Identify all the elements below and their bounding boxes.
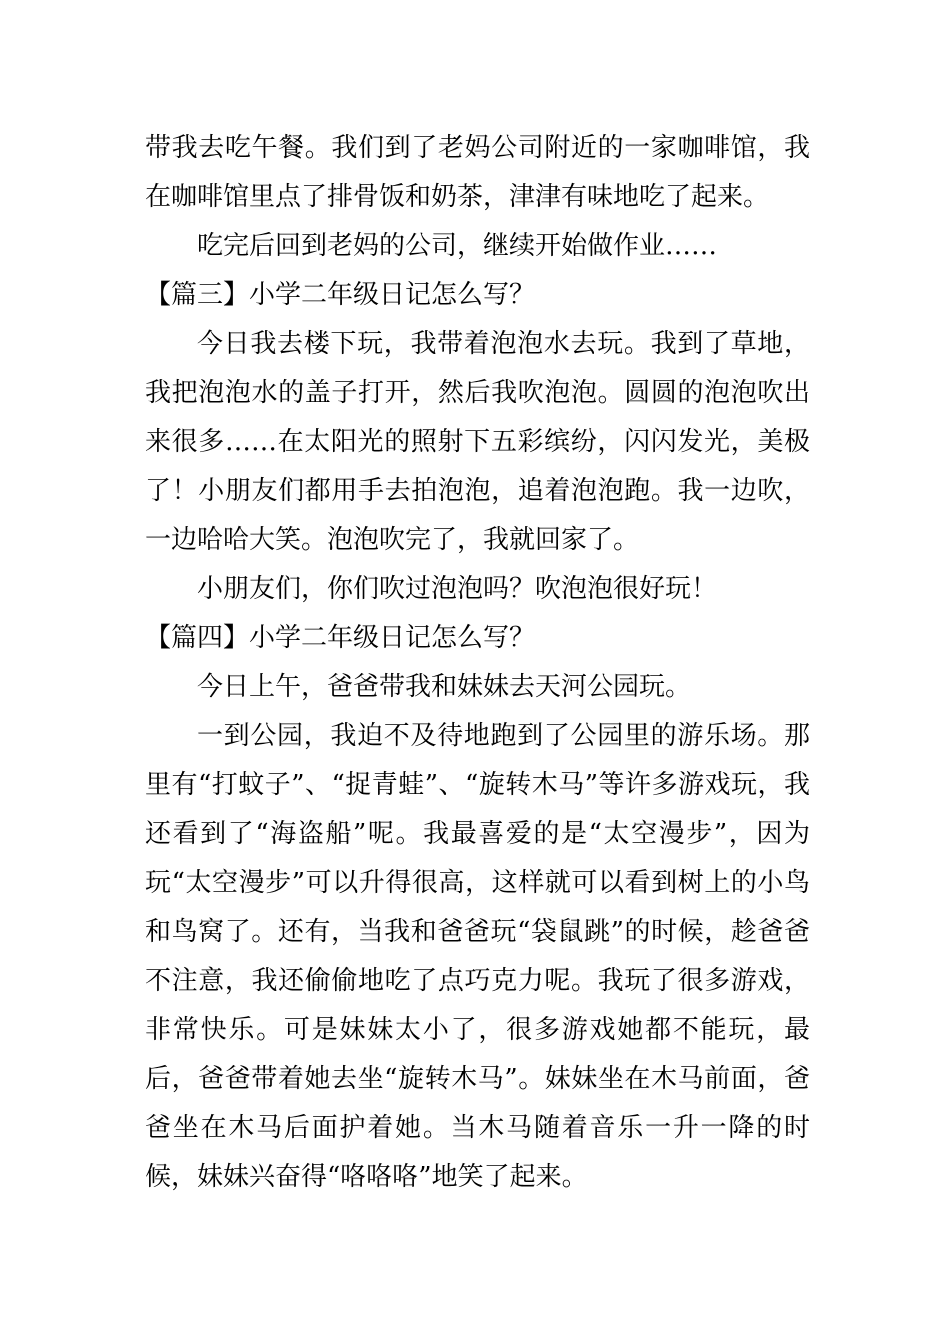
paragraph-lunch-continued: 带我去吃午餐。我们到了老妈公司附近的一家咖啡馆，我在咖啡馆里点了排骨饭和奶茶，津津有味地吃了起来。 [145, 133, 810, 212]
paragraph-playground: 一到公园，我迫不及待地跑到了公园里的游乐场。那里有“打蚊子”、“捉青蛙”、“旋转木马”等许多游戏玩，我还看到了“海盗船”呢。我最喜爱的是“太空漫步”，因为玩“太空漫步”可以升得很高，这样就可以看到树上的小鸟和鸟窝了。还有，当我和爸爸玩“袋鼠跳”的时候，趁爸爸不注意，我还偷偷地吃了点巧克力呢。我玩了很多游戏，非常快乐。可是妹妹太小了，很多游戏她都不能玩，最后，爸爸带着她去坐“旋转木马”。妹妹坐在木马前面，爸爸坐在木马后面护着她。当木马随着音乐一升一降的时候，妹妹兴奋得“咯咯咯”地笑了起来。 [145, 721, 810, 1192]
paragraph-bubbles-question: 小朋友们，你们吹过泡泡吗？吹泡泡很好玩！ [197, 574, 718, 604]
paragraph-bubbles: 今日我去楼下玩，我带着泡泡水去玩。我到了草地，我把泡泡水的盖子打开，然后我吹泡泡。圆圆的泡泡吹出来很多……在太阳光的照射下五彩缤纷，闪闪发光，美极了！小朋友们都用手去拍泡泡，追着泡泡跑。我一边吹，一边哈哈大笑。泡泡吹完了，我就回家了。 [145, 329, 810, 555]
section-heading-part-three: 【篇三】小学二年级日记怎么写？ [145, 280, 536, 310]
document-body [145, 124, 810, 1202]
paragraph-park-intro: 今日上午，爸爸带我和妹妹去天河公园玩。 [197, 672, 692, 702]
section-heading-part-four: 【篇四】小学二年级日记怎么写？ [145, 623, 536, 653]
paragraph-back-to-office: 吃完后回到老妈的公司，继续开始做作业…… [197, 231, 718, 261]
